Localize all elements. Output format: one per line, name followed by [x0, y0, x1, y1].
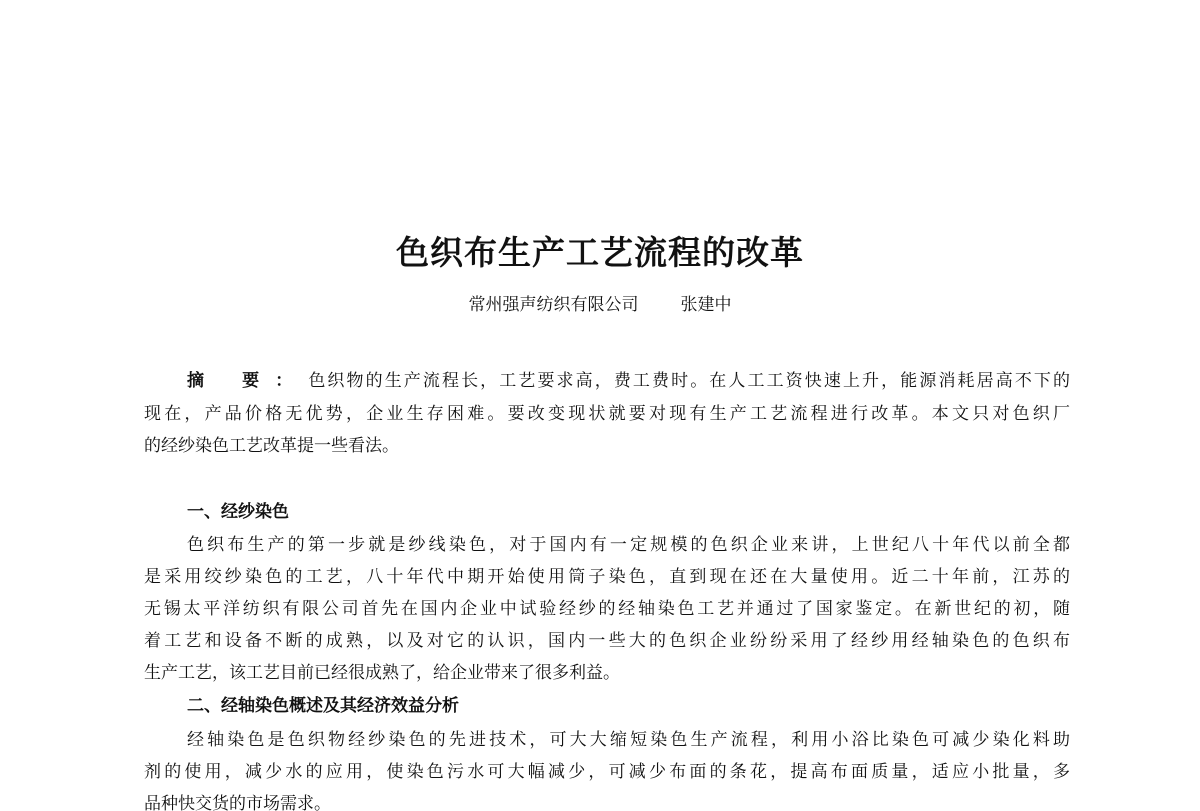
paper-title: 色织布生产工艺流程的改革: [396, 233, 804, 272]
abstract-line: [144, 368, 1070, 394]
abstract-line: 的经纱染色工艺改革提一些看法。: [144, 436, 399, 456]
body-line: 无锡太平洋纺织有限公司首先在国内企业中试验经纱的经轴染色工艺并通过了国家鉴定。在新世纪的初，随: [144, 599, 1070, 619]
byline: [0, 292, 1200, 318]
abstract-text: 色织物的生产流程长，工艺要求高，费工费时。在人工工资快速上升，能源消耗居高不下的: [308, 371, 1070, 391]
author-affiliation: 常州强声纺织有限公司: [468, 295, 639, 315]
body-line: 是采用绞纱染色的工艺，八十年代中期开始使用筒子染色，直到现在还在大量使用。近二十年前，江苏的: [144, 567, 1070, 587]
section-heading: 一、经纱染色: [187, 502, 289, 522]
abstract-line: 现在，产品价格无优势，企业生存困难。要改变现状就要对现有生产工艺流程进行改革。本文只对色织厂: [144, 404, 1070, 424]
body-line: 色织布生产的第一步就是纱线染色，对于国内有一定规模的色织企业来讲，上世纪八十年代以前全都: [187, 535, 1070, 555]
body-line: 生产工艺，该工艺目前已经很成熟了，给企业带来了很多利益。: [144, 663, 620, 683]
abstract-label: 摘 要：: [187, 371, 309, 391]
author-name: 张建中: [680, 295, 732, 315]
section-heading: 二、经轴染色概述及其经济效益分析: [187, 696, 459, 716]
body-line: 品种快交货的市场需求。: [144, 794, 331, 811]
body-line: 经轴染色是色织物经纱染色的先进技术，可大大缩短染色生产流程，利用小浴比染色可减少染化料助: [187, 730, 1070, 750]
body-line: 着工艺和设备不断的成熟，以及对它的认识，国内一些大的色织企业纷纷采用了经纱用经轴染色的色织布: [144, 631, 1070, 651]
body-line: 剂的使用，减少水的应用，使染色污水可大幅减少，可减少布面的条花，提高布面质量，适应小批量，多: [144, 762, 1070, 782]
